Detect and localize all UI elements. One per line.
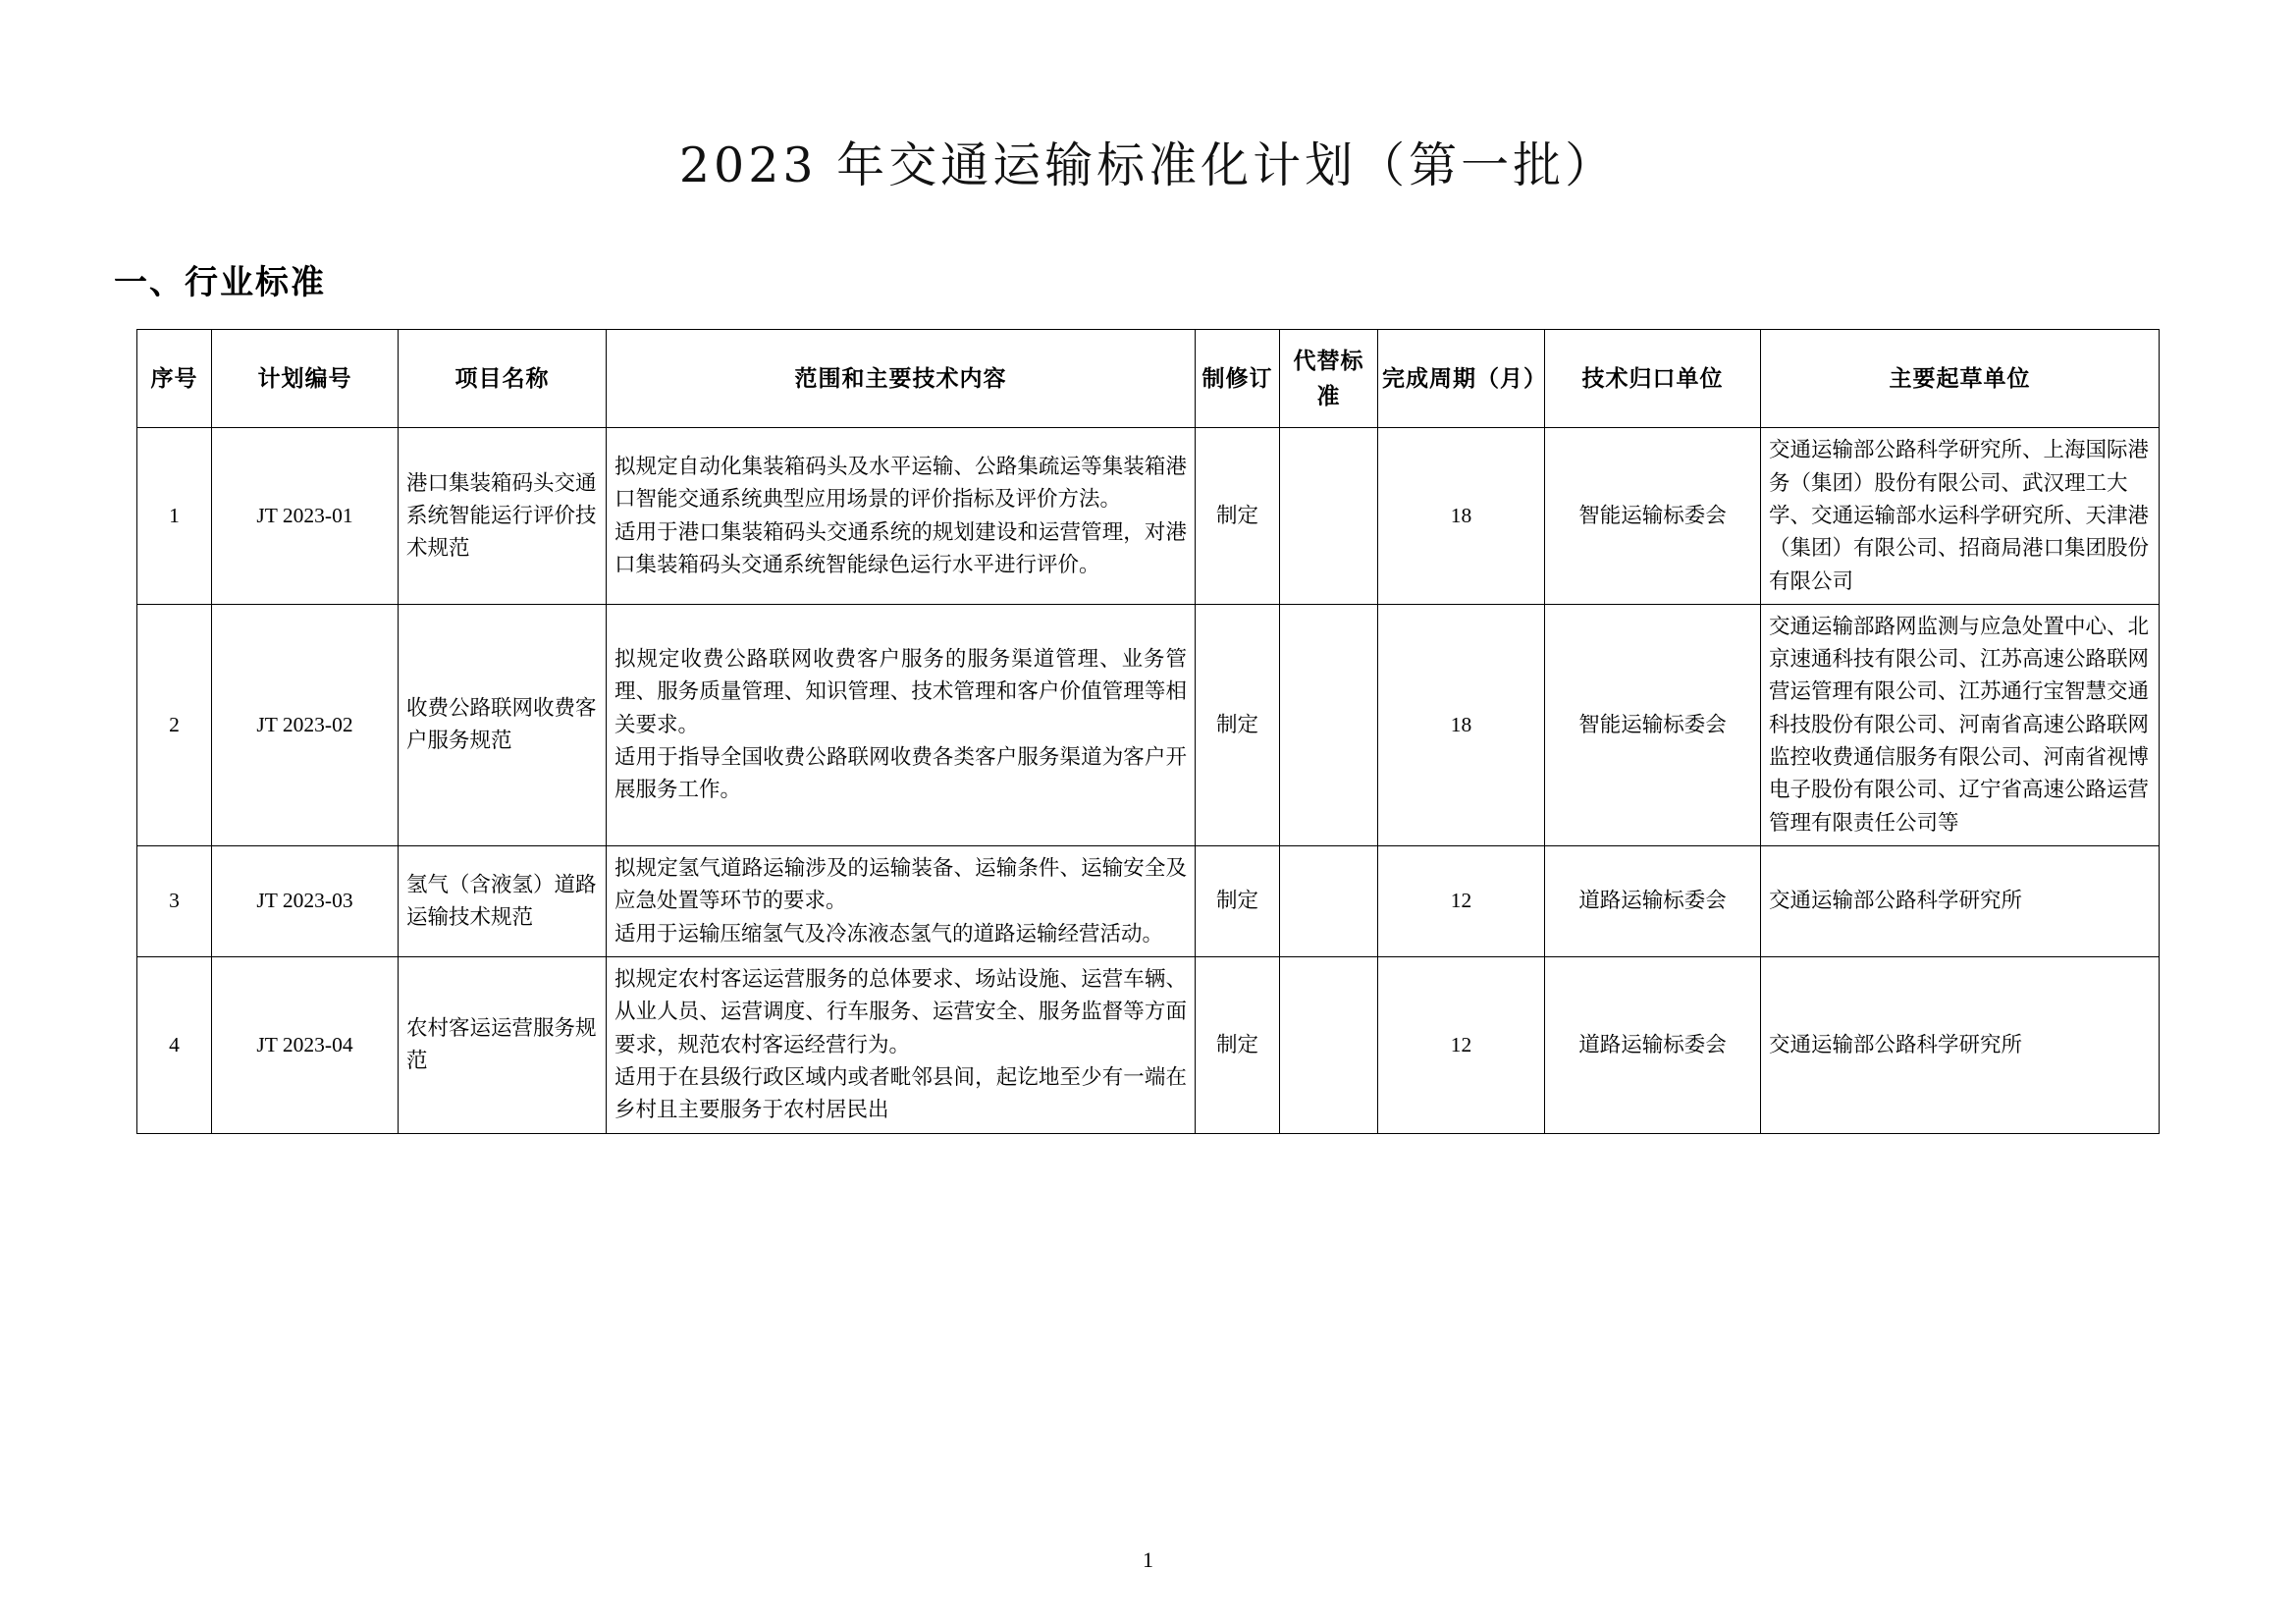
cell-replaced xyxy=(1280,428,1378,605)
cell-type: 制定 xyxy=(1196,956,1280,1133)
cell-code: JT 2023-02 xyxy=(212,604,399,845)
page-title: 2023 年交通运输标准化计划（第一批） xyxy=(678,137,1618,193)
column-header-scope: 范围和主要技术内容 xyxy=(607,330,1196,428)
cell-replaced xyxy=(1280,604,1378,845)
column-header-replaced: 代替标准 xyxy=(1280,330,1378,428)
table-row xyxy=(137,846,2160,957)
column-header-period: 完成周期（月） xyxy=(1378,330,1545,428)
cell-unit: 道路运输标委会 xyxy=(1545,846,1761,957)
cell-type: 制定 xyxy=(1196,428,1280,605)
cell-replaced xyxy=(1280,846,1378,957)
cell-draft: 交通运输部公路科学研究所 xyxy=(1761,846,2160,957)
cell-type: 制定 xyxy=(1196,604,1280,845)
column-header-unit: 技术归口单位 xyxy=(1545,330,1761,428)
cell-scope: 拟规定收费公路联网收费客户服务的服务渠道管理、业务管理、服务质量管理、知识管理、技术管理和客户价值管理等相关要求。 适用于指导全国收费公路联网收费各类客户服务渠道为客户开展服务工作。 xyxy=(607,604,1196,845)
cell-unit: 道路运输标委会 xyxy=(1545,956,1761,1133)
section-heading: 一、行业标准 xyxy=(114,264,326,301)
cell-seq: 4 xyxy=(137,956,212,1133)
cell-period: 12 xyxy=(1378,956,1545,1133)
table-row xyxy=(137,604,2160,845)
cell-period: 18 xyxy=(1378,604,1545,845)
cell-seq: 3 xyxy=(137,846,212,957)
cell-scope: 拟规定氢气道路运输涉及的运输装备、运输条件、运输安全及应急处置等环节的要求。 适用于运输压缩氢气及冷冻液态氢气的道路运输经营活动。 xyxy=(607,846,1196,957)
cell-code: JT 2023-04 xyxy=(212,956,399,1133)
cell-name: 农村客运运营服务规范 xyxy=(399,956,607,1133)
cell-type: 制定 xyxy=(1196,846,1280,957)
cell-code: JT 2023-03 xyxy=(212,846,399,957)
column-header-name: 项目名称 xyxy=(399,330,607,428)
cell-seq: 2 xyxy=(137,604,212,845)
table-header-row xyxy=(137,330,2160,428)
column-header-draft: 主要起草单位 xyxy=(1761,330,2160,428)
column-header-type: 制修订 xyxy=(1196,330,1280,428)
cell-name: 氢气（含液氢）道路运输技术规范 xyxy=(399,846,607,957)
cell-unit: 智能运输标委会 xyxy=(1545,428,1761,605)
page-number: 1 xyxy=(1143,1547,1153,1572)
cell-seq: 1 xyxy=(137,428,212,605)
table-row xyxy=(137,956,2160,1133)
cell-draft: 交通运输部公路科学研究所、上海国际港务（集团）股份有限公司、武汉理工大学、交通运输部水运科学研究所、天津港（集团）有限公司、招商局港口集团股份有限公司 xyxy=(1761,428,2160,605)
cell-name: 收费公路联网收费客户服务规范 xyxy=(399,604,607,845)
cell-period: 18 xyxy=(1378,428,1545,605)
standards-plan-table xyxy=(136,329,2160,1134)
cell-scope: 拟规定自动化集装箱码头及水平运输、公路集疏运等集装箱港口智能交通系统典型应用场景的评价指标及评价方法。 适用于港口集装箱码头交通系统的规划建设和运营管理，对港口集装箱码头交通系统智能绿色运行水平进行评价。 xyxy=(607,428,1196,605)
cell-scope: 拟规定农村客运运营服务的总体要求、场站设施、运营车辆、从业人员、运营调度、行车服务、运营安全、服务监督等方面要求，规范农村客运经营行为。 适用于在县级行政区域内或者毗邻县间，起讫地至少有一端在乡村且主要服务于农村居民出 xyxy=(607,956,1196,1133)
cell-unit: 智能运输标委会 xyxy=(1545,604,1761,845)
column-header-code: 计划编号 xyxy=(212,330,399,428)
table-body xyxy=(137,428,2160,1133)
cell-draft: 交通运输部公路科学研究所 xyxy=(1761,956,2160,1133)
cell-replaced xyxy=(1280,956,1378,1133)
cell-draft: 交通运输部路网监测与应急处置中心、北京速通科技有限公司、江苏高速公路联网营运管理有限公司、江苏通行宝智慧交通科技股份有限公司、河南省高速公路联网监控收费通信服务有限公司、河南省视博电子股份有限公司、辽宁省高速公路运营管理有限责任公司等 xyxy=(1761,604,2160,845)
cell-code: JT 2023-01 xyxy=(212,428,399,605)
column-header-seq: 序号 xyxy=(137,330,212,428)
table-row xyxy=(137,428,2160,605)
cell-name: 港口集装箱码头交通系统智能运行评价技术规范 xyxy=(399,428,607,605)
cell-period: 12 xyxy=(1378,846,1545,957)
